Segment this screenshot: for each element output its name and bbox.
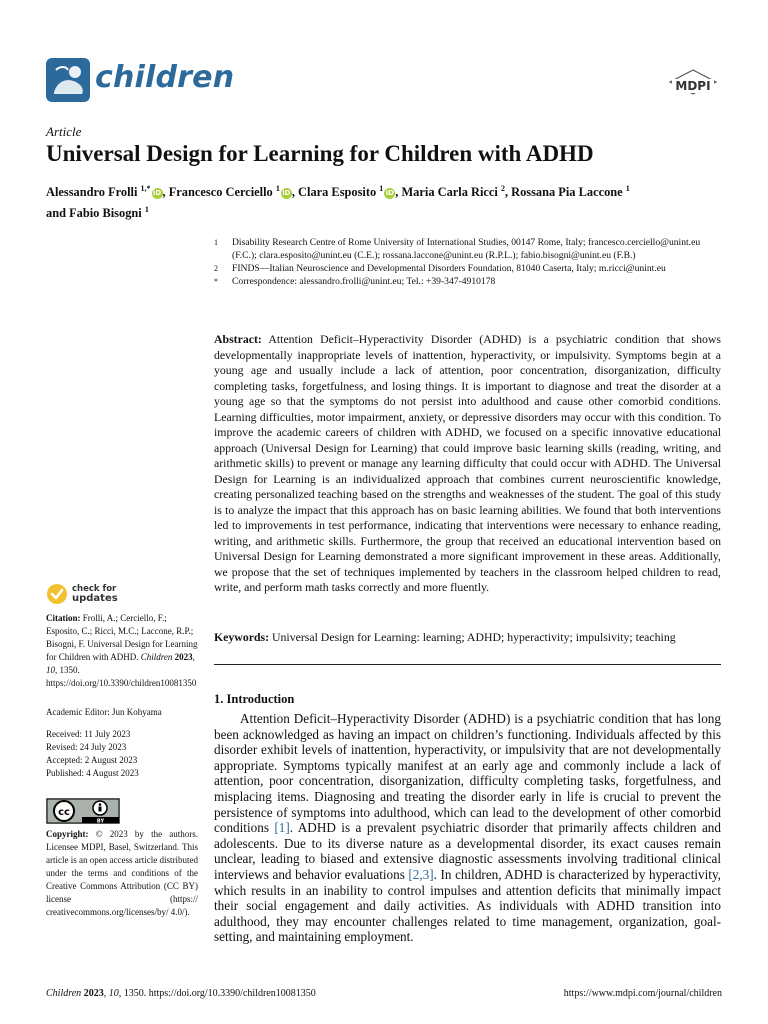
abstract bbox=[214, 332, 721, 596]
check-for-updates-button[interactable]: check for updates bbox=[46, 583, 118, 605]
introduction-paragraph: Attention Deficit–Hyperactivity Disorder (ADHD) is a psychiatric condition that has long been acknowledged as having an impact on children’s functioning. Individuals affected by this disorder exhibit levels of inattention, hyperactivity, or impulsivity that are not developmentally appropriate. Symptoms typically manifest at an early age and commonly include a lack of attention, poor concentration, disorganization, difficulty completing tasks, forgetfulness, and misplacing items. Diagnosing and treating the disorder early in life is crucial to prevent the persistence of symptoms into adulthood, which can lead to the development of other comorbid conditions [1]. ADHD is a prevalent psychiatric disorder that primarily affects children and adolescents. Due to its diverse nature as a developmental disorder, its exact causes remain unclear, leading to biased and extensive diagnostic assessments involving traditional clinical interviews and behavior evaluations [2,3]. In children, ADHD is characterized by hyperactivity, which results in an inability to control impulses and attention deficits that minimally impact their social engagement and daily activities. As individuals with ADHD transition into adulthood, they may encounter challenges related to time management, organization, goal-setting, and maintaining employment. bbox=[214, 711, 721, 945]
footer-citation: Children 2023, 10, 1350. https://doi.org/10.3390/children10081350 bbox=[46, 988, 316, 999]
orcid-icon[interactable]: iD bbox=[152, 189, 162, 198]
footer-journal-link[interactable]: https://www.mdpi.com/journal/children bbox=[563, 988, 722, 999]
abstract-text: Attention Deficit–Hyperactivity Disorder (ADHD) is a psychiatric condition that shows developmentally inappropriate levels of inattention, hyperactivity, or impulsivity. Symptoms begin at a young age and usually include a lack of attention, poor concentration, disorganization, difficulty completing tasks, forgetfulness, and losing things. It is important to diagnose and treat the disorder at a young age so that the symptoms do not persist into adulthood and cause other comorbid conditions. Learning difficulties, motor impairment, anxiety, or depressive disorders may occur with this condition. To improve the academic careers of children with ADHD, we focused on a specific innovative educational approach (Universal Design for Learning) that could improve basic learning skills (reading, writing, and arithmetic skills) to prevent or manage any learning difficulty that could occur with ADHD. The Universal Design for Learning is an individualized approach that combines current neuroscientific knowledge, creating personalized teaching based on the strengths and weaknesses of the student. The goal of this study is to analyze the impact that this approach has on basic learning abilities. We found that both interventions led to improvements in test performance, indicating that interventions were necessary to enhance reading, writing, and arithmetic skills. Furthermore, the group that received an educational intervention based on Universal Design for Learning demonstrated a more significant improvement in these areas. Additionally, we propose that the set of techniques implemented by teachers in the classroom helped children to read, write, and perform math tasks correctly and more fluently. bbox=[214, 332, 721, 594]
correspondence: * Correspondence: alessandro.frolli@unint.eu; Tel.: +39-347-4910178 bbox=[214, 276, 496, 287]
orcid-icon[interactable]: iD bbox=[385, 189, 394, 198]
author-name: , Rossana Pia Laccone bbox=[504, 185, 626, 200]
reference-link[interactable]: [1] bbox=[274, 820, 290, 836]
accepted-date: Accepted: 2 August 2023 bbox=[46, 755, 138, 765]
affiliation-item: 1 Disability Research Centre of Rome University of International Studies, 00147 Rome, Italy; francesco.cerciello@unint.eu (F.C.); clara.esposito@unint.eu (C.E.); rossana.laccone@unint.eu (R.P.L.); fabio.bisogni@unint.eu (F.B.) bbox=[214, 237, 701, 261]
publisher-name: MDPI bbox=[675, 79, 711, 93]
publication-dates bbox=[46, 728, 198, 780]
author-name: Alessandro Frolli bbox=[46, 185, 141, 200]
section-heading: 1. Introduction bbox=[214, 692, 295, 706]
copyright-notice: Copyright: © 2023 by the authors. Licensee MDPI, Basel, Switzerland. This article is an open access article distributed under the terms and conditions of the Creative Commons Attribution (CC BY) license (https:// creativecommons.org/licenses/by/ 4.0/). bbox=[46, 829, 199, 917]
author-name: , Maria Carla Ricci bbox=[395, 185, 501, 200]
footer-doi-link[interactable]: , 1350. https://doi.org/10.3390/children10081350 bbox=[118, 988, 316, 999]
published-date: Published: 4 August 2023 bbox=[46, 768, 139, 778]
affiliations bbox=[214, 236, 724, 288]
svg-text:cc: cc bbox=[58, 807, 70, 818]
received-date: Received: 11 July 2023 bbox=[46, 729, 131, 739]
journal-name: children bbox=[95, 60, 235, 95]
citation-block: Citation: Frolli, A.; Cerciello, F.; Esposito, C.; Ricci, M.C.; Laccone, R.P.; Bisogni, F. Universal Design for Learning for Children with ADHD. Children 2023, 10, 1350. https://doi.org/10.3390/children10081350 bbox=[46, 613, 198, 688]
section-divider bbox=[214, 664, 721, 665]
affiliation-item: 2 FINDS—Italian Neuroscience and Developmental Disorders Foundation, 81040 Caserta, Italy; m.ricci@unint.eu bbox=[214, 263, 666, 274]
mdpi-logo-icon bbox=[666, 68, 720, 100]
journal-logo-icon bbox=[46, 58, 90, 102]
academic-editor: Academic Editor: Jun Kohyama bbox=[46, 707, 162, 717]
keywords-label: Keywords: bbox=[214, 630, 270, 644]
cc-by-license-icon[interactable] bbox=[46, 798, 120, 824]
article-type: Article bbox=[46, 124, 82, 139]
author-name: , Francesco Cerciello bbox=[162, 185, 276, 200]
check-updates-icon bbox=[46, 583, 68, 605]
revised-date: Revised: 24 July 2023 bbox=[46, 742, 127, 752]
orcid-icon[interactable]: iD bbox=[282, 189, 291, 198]
author-name: and Fabio Bisogni bbox=[46, 206, 145, 221]
keywords-text: Universal Design for Learning: learning; ADHD; hyperactivity; impulsivity; teaching bbox=[272, 630, 676, 644]
svg-text:BY: BY bbox=[96, 818, 105, 824]
abstract-label: Abstract: bbox=[214, 332, 262, 346]
keywords bbox=[214, 630, 721, 646]
author-name: , Clara Esposito bbox=[291, 185, 380, 200]
author-list: Alessandro Frolli $^{1,*}$iD, Francesco Cerciello $^1$iD, Clara Esposito $^1$iD, Maria Carla Ricci $^2$, Rossana Pia Laccone $^1$ and Fabio Bisogni $^1$ bbox=[46, 184, 630, 221]
article-title: Universal Design for Learning for Children with ADHD bbox=[46, 141, 594, 166]
reference-link[interactable]: [2,3] bbox=[408, 866, 434, 882]
citation-doi-link[interactable]: , 1350. https://doi.org/10.3390/children10081350 bbox=[46, 665, 197, 688]
